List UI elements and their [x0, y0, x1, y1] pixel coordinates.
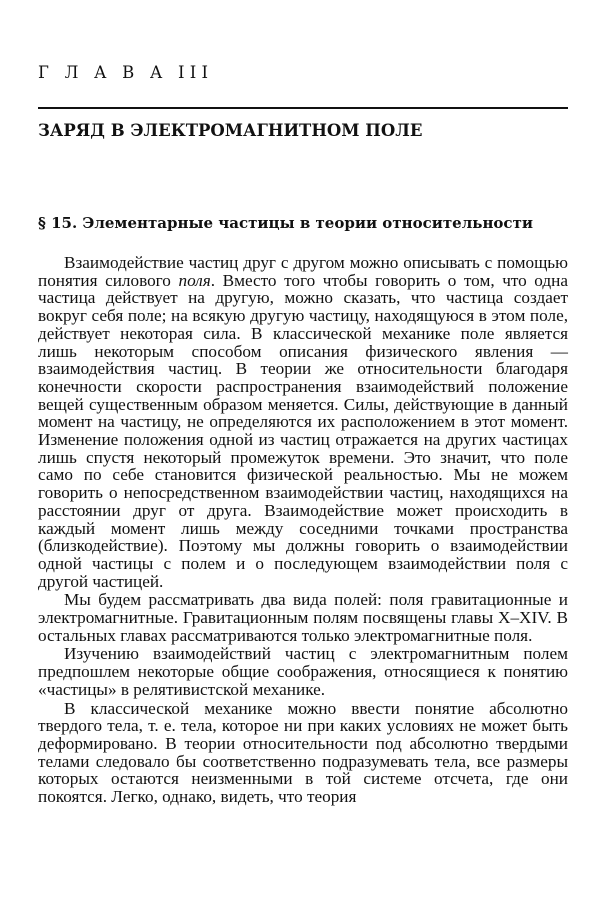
- chapter-label: Г Л А В А III: [38, 63, 214, 82]
- paragraph-2: Мы будем рассматривать два вида полей: поля гравитационные и электромагнитные. Гравитационным полям посвящены главы X–XIV. В остальных главах рассматриваются только электромагнитные поля.: [38, 590, 568, 645]
- header-rule: [38, 107, 568, 109]
- paragraph-4: В классической механике можно ввести понятие абсолютно твердого тела, т. е. тела, которое ни при каких условиях не может быть деформировано. В теории относительности под абсолютно твердыми телами следовало бы соответственно подразумевать тела, все размеры которых остаются неизменными в той системе отсчета, где они покоятся. Легко, однако, видеть, что теория: [38, 698, 568, 807]
- paragraph-1-text-a: Взаимодействие частиц друг с другом можно описывать с помощью понятия силового: [38, 253, 568, 290]
- chapter-title: ЗАРЯД В ЭЛЕКТРОМАГНИТНОМ ПОЛЕ: [38, 121, 423, 140]
- section-title: § 15. Элементарные частицы в теории относительности: [38, 214, 533, 232]
- paragraph-1-emphasis: поля: [178, 270, 211, 290]
- paragraph-1-text-b: . Вместо того чтобы говорить о том, что одна частица действует на другую, можно сказать, что частица создает вокруг себя поле; на всякую другую частицу, находящуюся в этом поле, действует некоторая сила. В классической механике поле является лишь некоторым способом описания физического явления — взаимодействия частиц. В теории же относительности благодаря конечности скорости распространения взаимодействий положение вещей существенным образом меняется. Силы, действующие в данный момент на частицу, не определяются их расположением в этот момент. Изменение положения одной из частиц отражается на других частицах лишь спустя некоторый промежуток времени. Это значит, что поле само по себе становится физической реальностью. Мы не можем говорить о непосредственном взаимодействии частиц, находящихся на расстоянии друг от друга. Взаимодействие может происходить в каждый момент лишь между соседними точками пространства (близкодействие). Поэтому мы должны говорить о взаимодействии одной частицы с полем и о последующем взаимодействии поля с другой частицей.: [38, 270, 568, 591]
- paragraph-1: [38, 254, 568, 590]
- body-text: [38, 254, 568, 806]
- paragraph-3: Изучению взаимодействий частиц с электромагнитным полем предпошлем некоторые общие соображения, относящиеся к понятию «частицы» в релятивистской механике.: [38, 644, 568, 699]
